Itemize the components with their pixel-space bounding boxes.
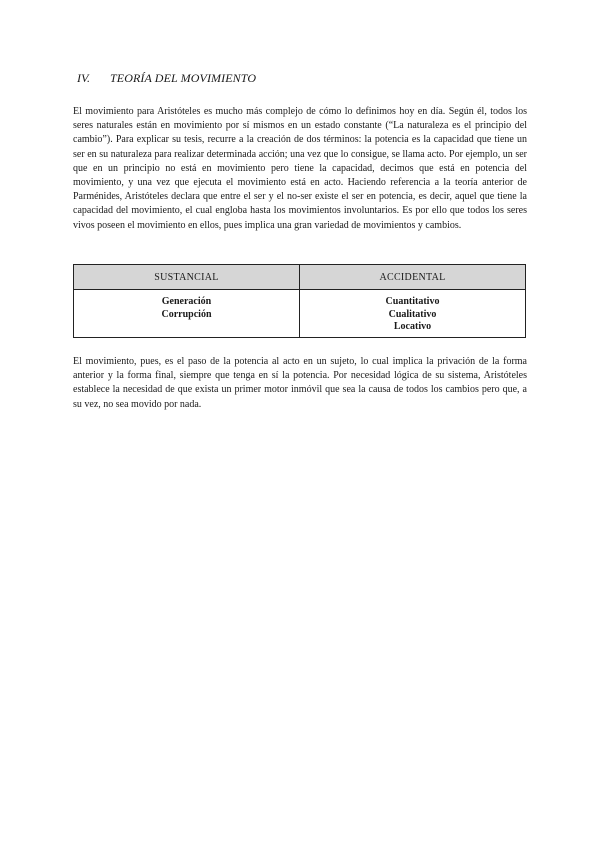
table-header-sustancial: SUSTANCIAL [74,265,300,290]
movement-types-table [73,264,526,338]
accidental-item: Locativo [393,321,432,332]
accidental-item: Cuantitativo [385,296,440,307]
table-cell-sustancial [74,290,300,337]
intro-paragraph: El movimiento para Aristóteles es mucho más complejo de cómo lo definimos hoy en día. Según él, todos los seres naturales están en movimiento por sí mismos en un estado constante (“La naturaleza es el principio del cambio”). Para explicar su tesis, recurre a la creación de dos términos: la potencia es la capacidad que tiene un ser en su naturaleza para realizar determinada acción; una vez que lo consigue, se llama acto. Por ejemplo, un ser que en un principio no está en movimiento pero tiene la capacidad, decimos que está en potencia del movimiento, y una vez que ejecuta el movimiento está en acto. Haciendo referencia a la teoría anterior de Parménides, Aristóteles declara que entre el ser y el no-ser existe el ser en potencia, es decir, aquel que tiene la capacidad del movimiento, el cual engloba hasta los movimientos involuntarios. Es por ello que todos los seres vivos poseen el movimiento en ellos, pues implica una gran variedad de movimientos y cambios. [73,106,527,231]
section-number: IV. [77,71,91,85]
sustancial-item: Generación [161,296,212,307]
table-header-accidental: ACCIDENTAL [300,265,525,290]
table-cell-accidental [300,290,525,337]
sustancial-item: Corrupción [161,308,212,320]
section-title: TEORÍA DEL MOVIMIENTO [110,71,257,85]
section-heading [77,71,256,86]
accidental-item: Cualitativo [388,308,437,320]
conclusion-paragraph: El movimiento, pues, es el paso de la potencia al acto en un sujeto, lo cual implica la privación de la forma anterior y la forma final, siempre que tenga en sí la potencia. Por necesidad lógica de su sistema, Aristóteles establece la necesidad de que exista un primer motor inmóvil que sea la causa de todos los cambios pero que, a su vez, no sea movido por nada. [73,356,527,410]
